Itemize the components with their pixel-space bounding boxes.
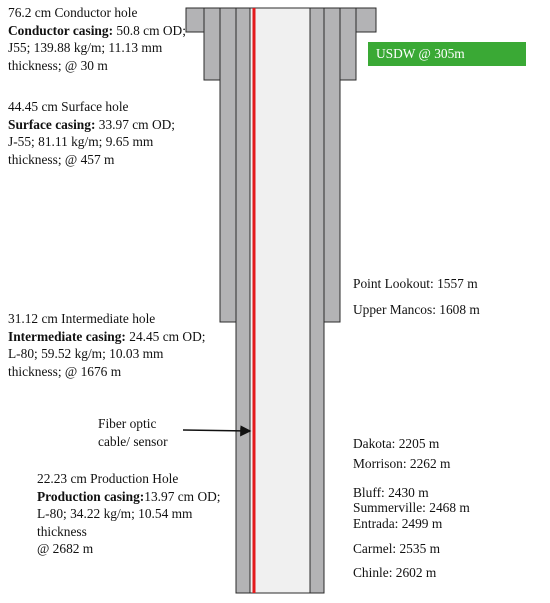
fiber-optic-label-line1: Fiber optic xyxy=(98,416,157,431)
production-casing-spec: 13.97 cm OD; xyxy=(144,488,221,504)
surface-spec-line3: thickness; @ 457 m xyxy=(8,151,115,167)
surface-hole-label: 44.45 cm Surface hole xyxy=(8,99,129,114)
formation-dakota: Dakota: 2205 m xyxy=(353,436,440,451)
conductor-casing-right xyxy=(340,8,356,80)
surface-casing-spec: 33.97 cm OD; xyxy=(98,116,176,132)
intermediate-casing-left xyxy=(236,8,250,593)
production-spec-line2: L-80; 34.22 kg/m; 10.54 mm xyxy=(37,506,193,522)
conductor-casing-left xyxy=(204,8,220,80)
intermediate-casing-spec: 24.45 cm OD; xyxy=(129,328,206,344)
formation-bluff: Bluff: 2430 m xyxy=(353,485,429,500)
production-annotation xyxy=(37,470,221,558)
intermediate-hole-label: 31.12 cm Intermediate hole xyxy=(8,311,156,326)
formation-morrison: Morrison: 2262 m xyxy=(353,456,451,471)
intermediate-casing-right xyxy=(310,8,324,593)
formation-entrada: Entrada: 2499 m xyxy=(353,516,443,531)
usdw-label: USDW @ 305m xyxy=(368,42,526,66)
fiber-optic-arrow xyxy=(183,430,250,431)
conductor-hole-label: 76.2 cm Conductor hole xyxy=(8,5,138,20)
formation-summerville: Summerville: 2468 m xyxy=(353,500,470,515)
intermediate-spec-line2: L-80; 59.52 kg/m; 10.03 mm xyxy=(8,346,164,362)
conductor-casing-spec: 50.8 cm OD; xyxy=(116,22,186,38)
formation-chinle: Chinle: 2602 m xyxy=(353,565,437,580)
intermediate-spec-line3: thickness; @ 1676 m xyxy=(8,363,122,379)
surface-annotation xyxy=(8,98,175,168)
conductor-annotation xyxy=(8,4,186,74)
surface-spec-line2: J-55; 81.11 kg/m; 9.65 mm xyxy=(8,134,154,150)
fiber-optic-label-line2: cable/ sensor xyxy=(98,433,168,449)
production-spec-line3: thickness xyxy=(37,523,87,539)
surface-casing-title: Surface casing: xyxy=(8,116,96,132)
conductor-spec-line3: thickness; @ 30 m xyxy=(8,57,108,73)
surface-casing-left xyxy=(220,8,236,322)
production-hole-label: 22.23 cm Production Hole xyxy=(37,471,179,486)
formation-point-lookout: Point Lookout: 1557 m xyxy=(353,276,478,291)
production-spec-line4: @ 2682 m xyxy=(37,541,94,557)
intermediate-casing-title: Intermediate casing: xyxy=(8,328,126,344)
formation-upper-mancos: Upper Mancos: 1608 m xyxy=(353,302,480,317)
production-casing-title: Production casing: xyxy=(37,488,145,504)
conductor-casing-title: Conductor casing: xyxy=(8,22,114,38)
formation-carmel: Carmel: 2535 m xyxy=(353,541,441,556)
conductor-spec-line2: J55; 139.88 kg/m; 11.13 mm xyxy=(8,40,163,56)
surface-casing-right xyxy=(324,8,340,322)
production-casing-bore xyxy=(250,8,310,593)
fiber-optic-annotation xyxy=(98,415,168,450)
intermediate-annotation xyxy=(8,310,206,380)
